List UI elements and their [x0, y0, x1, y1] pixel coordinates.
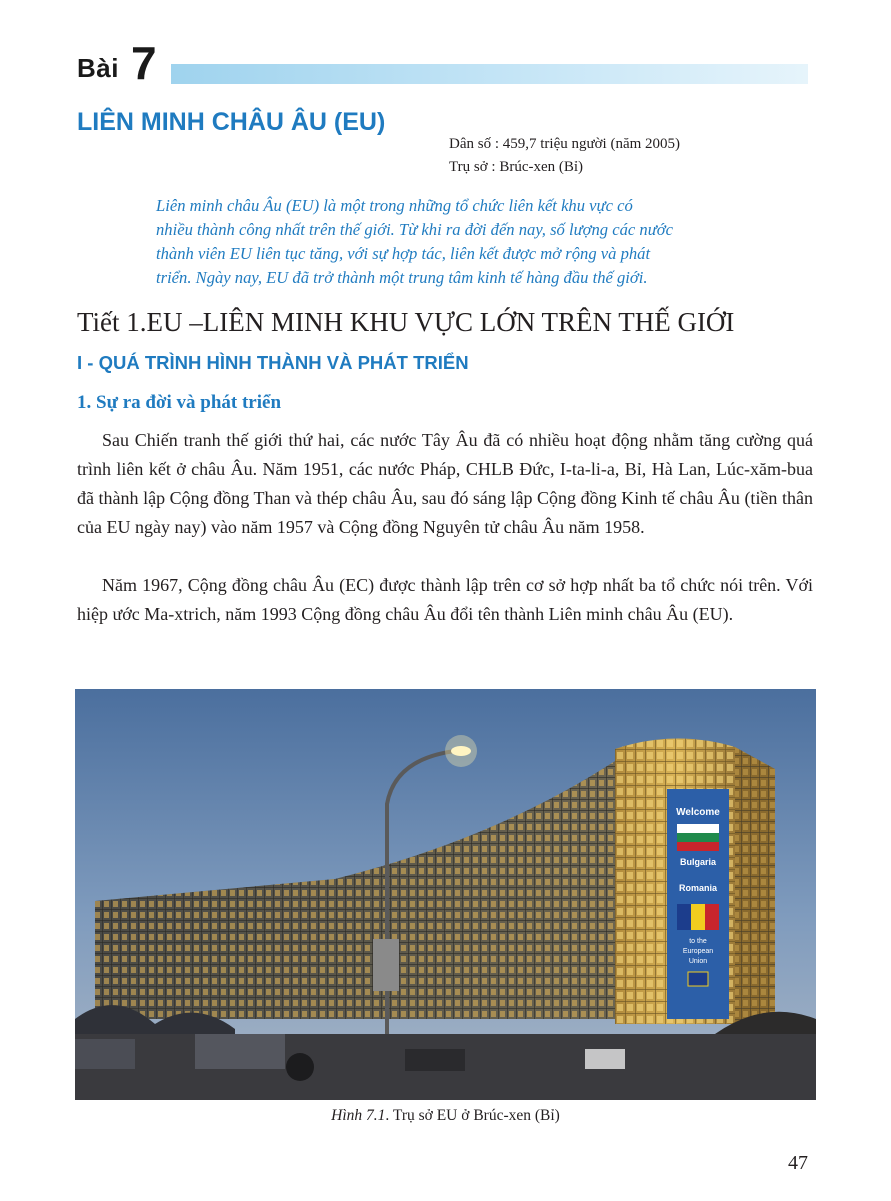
population-info: Dân số : 459,7 triệu người (năm 2005): [449, 136, 681, 152]
intro-line: triển. Ngày nay, EU đã trở thành một trung tâm kinh tế hàng đầu thế giới.: [156, 268, 648, 287]
body-paragraph-1: Sau Chiến tranh thế giới thứ hai, các nước Tây Âu đã có nhiều hoạt động nhằm tăng cường quá trình liên kết ở châu Âu. Năm 1951, các nước Pháp, CHLB Đức, I-ta-li-a, Bỉ, Hà Lan, Lúc-xăm-bua đã thành lập Cộng đồng Than và thép châu Âu, sau đó sáng lập Cộng đồng Kinh tế châu Âu (tiền thân của EU ngày nay) vào năm 1957 và Cộng đồng Nguyên tử châu Âu năm 1958.: [77, 430, 813, 537]
intro-line: Liên minh châu Âu (EU) là một trong những tổ chức liên kết khu vực có: [156, 196, 633, 215]
figure-caption-text: . Trụ sở EU ở Brúc-xen (Bỉ): [385, 1107, 560, 1124]
header-bar: [171, 64, 808, 84]
section-title: I - QUÁ TRÌNH HÌNH THÀNH VÀ PHÁT TRIỂN: [77, 352, 469, 373]
intro-line: nhiều thành công nhất trên thế giới. Từ khi ra đời đến nay, số lượng các nước: [156, 220, 673, 239]
body-paragraph-2: Năm 1967, Cộng đồng châu Âu (EC) được thành lập trên cơ sở hợp nhất ba tổ chức nói trên. Với hiệp ước Ma-xtrich, năm 1993 Cộng đồng châu Âu đổi tên thành Liên minh châu Âu (EU).: [77, 575, 813, 624]
page-number: 47: [788, 1152, 808, 1174]
lesson-number: 7: [131, 37, 157, 89]
banner-welcome: Welcome: [676, 807, 720, 818]
intro-line: thành viên EU liên tục tăng, với sự hợp tác, liên kết được mở rộng và phát: [156, 244, 651, 263]
subsection-title: 1. Sự ra đời và phát triển: [77, 392, 282, 413]
banner-union: Union: [688, 958, 708, 965]
eu-headquarters-photo: [75, 689, 816, 1100]
banner-to-the: to the: [689, 938, 707, 945]
banner-romania: Romania: [678, 883, 718, 893]
headquarters-info: Trụ sở : Brúc-xen (Bỉ): [449, 159, 584, 175]
period-title: Tiết 1.EU –LIÊN MINH KHU VỰC LỚN TRÊN THẾ GIỚI: [77, 307, 735, 337]
intro-paragraph: [156, 194, 812, 290]
figure-label: Hình 7.1: [331, 1107, 386, 1124]
lesson-label: Bài: [77, 53, 119, 83]
figure-caption: [0, 1107, 891, 1125]
lesson-title: LIÊN MINH CHÂU ÂU (EU): [77, 108, 386, 136]
banner-bulgaria: Bulgaria: [679, 857, 717, 867]
banner-european: European: [682, 948, 714, 955]
